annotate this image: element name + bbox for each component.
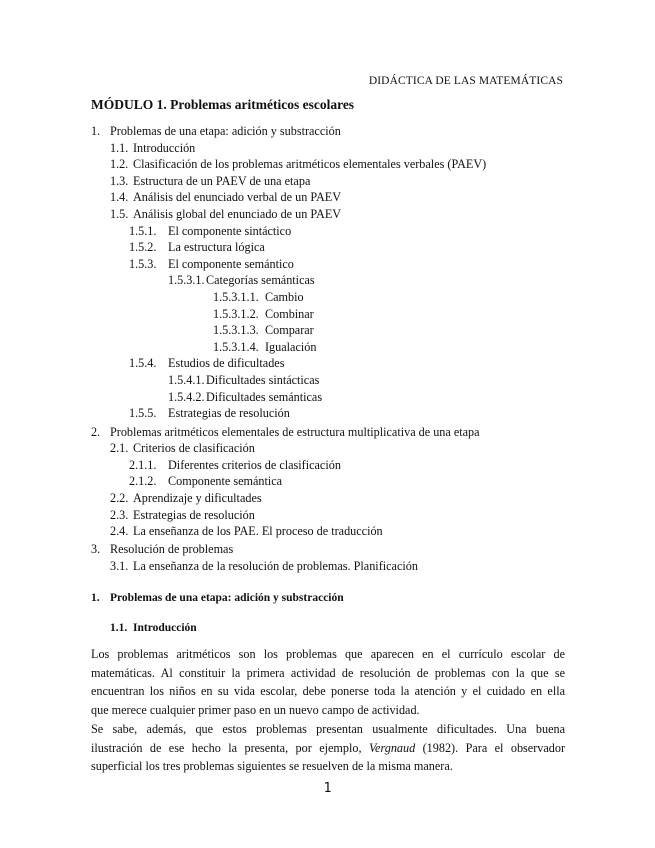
- toc-entry: 2.4. La enseñanza de los PAE. El proceso de traducción: [110, 524, 383, 539]
- toc-entry: 1.5.3.1.3. Comparar: [213, 323, 314, 338]
- toc-entry: 1.5. Análisis global del enunciado de un PAEV: [110, 207, 342, 221]
- toc-entry: 3.1. La enseñanza de la resolución de problemas. Planificación: [110, 559, 418, 573]
- paragraph: [91, 645, 565, 719]
- subsection-heading: 1.1. Introducción: [110, 622, 197, 634]
- paragraph-line: Se sabe, además, que estos problemas presentan usualmente dificultades. Una buena: [91, 722, 565, 736]
- toc-entry: 1.4. Análisis del enunciado verbal de un PAEV: [110, 190, 342, 205]
- paragraph-line: encuentran los niños en su vida escolar, debe ponerse toda la atención y el cuidado en ella: [91, 684, 565, 698]
- toc-entry: 1.5.3.1.Categorías semánticas: [168, 273, 315, 288]
- toc-entry: 1.5.2. La estructura lógica: [129, 240, 265, 255]
- page-number: 1: [323, 781, 332, 796]
- toc-entry: 1.5.3.1.1. Cambio: [213, 290, 304, 304]
- author-citation: Vergnaud: [368, 740, 416, 755]
- paragraph-line: superficial los tres problemas siguientes se resuelven de la misma manera.: [91, 759, 453, 773]
- toc-entry: 2.2. Aprendizaje y dificultades: [110, 490, 262, 505]
- toc-entry: 2.1.1. Diferentes criterios de clasificación: [129, 457, 341, 472]
- paragraph-line: que merece cualquier primer paso en un nuevo campo de actividad.: [91, 702, 420, 717]
- toc-entry: 2.1.2. Componente semántica: [129, 474, 283, 489]
- toc-entry: 1.5.3. El componente semántico: [129, 256, 294, 271]
- toc-entry: 1.5.5. Estrategias de resolución: [129, 406, 290, 421]
- toc-entry: 1.1. Introducción: [110, 140, 196, 155]
- paragraph-line: Los problemas aritméticos son los problemas que aparecen en el currículo escolar de: [91, 647, 565, 661]
- section-heading: 1. Problemas de una etapa: adición y substracción: [91, 592, 344, 604]
- paragraph-line: matemáticas. Al constituir la primera actividad de resolución de problemas con la que se: [91, 665, 565, 680]
- toc-entry: 1.5.4.1.Dificultades sintácticas: [168, 373, 320, 387]
- toc-entry: 3. Resolución de problemas: [91, 542, 234, 557]
- toc-entry: 1.5.3.1.4. Igualación: [213, 339, 317, 354]
- toc-entry: 2.3. Estrategias de resolución: [110, 507, 255, 522]
- toc-entry: 1.5.4. Estudios de dificultades: [129, 356, 285, 371]
- toc-entry: 1.2. Clasificación de los problemas aritméticos elementales verbales (PAEV): [110, 157, 487, 172]
- toc-entry: 1. Problemas de una etapa: adición y substracción: [91, 124, 341, 138]
- toc-entry: 1.5.1. El componente sintáctico: [129, 223, 292, 238]
- running-header: DIDÁCTICA DE LAS MATEMÁTICAS: [368, 75, 563, 87]
- paragraph: [91, 720, 565, 776]
- toc-entry: 2. Problemas aritméticos elementales de estructura multiplicativa de una etapa: [91, 424, 480, 439]
- paragraph-line: ilustración de ese hecho la presenta, por ejemplo, Vergnaud (1982). Para el observador: [91, 740, 565, 755]
- toc-entry: 2.1. Criterios de clasificación: [110, 441, 255, 456]
- toc-entry: 1.3. Estructura de un PAEV de una etapa: [110, 173, 311, 188]
- module-title: MÓDULO 1. Problemas aritméticos escolares: [91, 97, 355, 112]
- toc-entry: 1.5.3.1.2. Combinar: [213, 306, 314, 321]
- toc-entry: 1.5.4.2.Dificultades semánticas: [168, 389, 323, 404]
